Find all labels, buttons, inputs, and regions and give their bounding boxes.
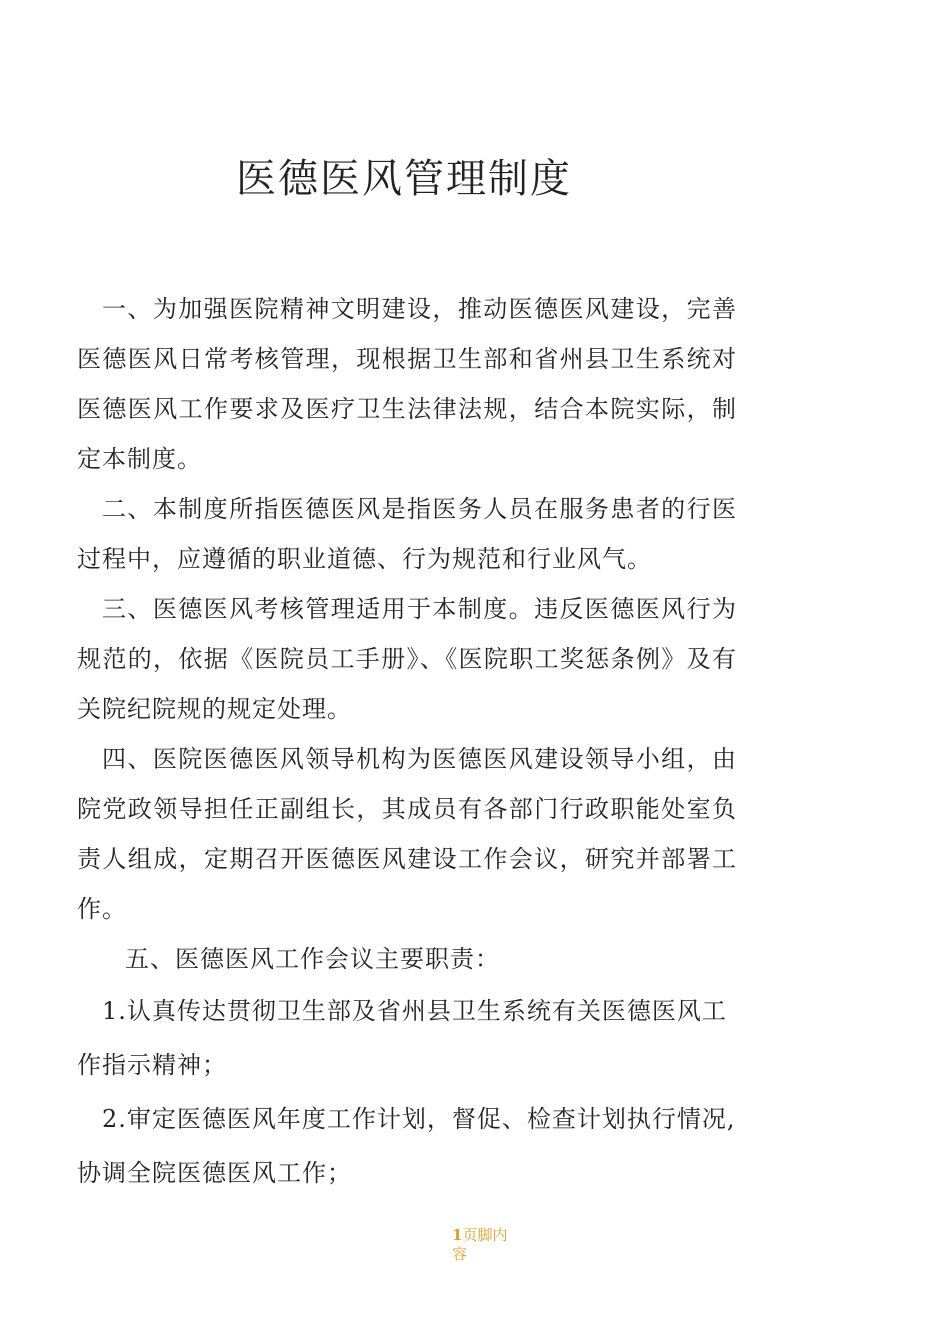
footer-page-number: 1 bbox=[452, 1226, 463, 1244]
paragraph-4: 四、医院医德医风领导机构为医德医风建设领导小组，由院党政领导担任正副组长，其成员有各部门行政职能处室负责人组成，定期召开医德医风建设工作会议，研究并部署工作。 bbox=[77, 745, 737, 923]
document-title: 医德医风管理制度 bbox=[236, 156, 572, 202]
paragraph-3: 三、医德医风考核管理适用于本制度。违反医德医风行为规范的，依据《医院员工手册》、《医院职工奖惩条例》及有关院纪院规的规定处理。 bbox=[77, 595, 737, 723]
paragraph-1: 一、为加强医院精神文明建设，推动医德医风建设，完善医德医风日常考核管理，现根据卫生部和省州县卫生系统对医德医风工作要求及医疗卫生法律法规，结合本院实际，制定本制度。 bbox=[77, 295, 737, 473]
paragraph-2: 二、本制度所指医德医风是指医务人员在服务患者的行医过程中，应遵循的职业道德、行为规范和行业风气。 bbox=[77, 495, 737, 573]
footer-text: 页脚内容 bbox=[452, 1226, 508, 1263]
paragraph-5: 五、医德医风工作会议主要职责： bbox=[125, 945, 500, 973]
page-footer bbox=[452, 1226, 514, 1264]
list-item-2: 2.审定医德医风年度工作计划，督促、检查计划执行情况,协调全院医德医风工作； bbox=[77, 1105, 736, 1187]
document-body bbox=[77, 284, 737, 1200]
list-item-1: 1.认真传达贯彻卫生部及省州县卫生系统有关医德医风工作指示精神； bbox=[77, 997, 727, 1079]
